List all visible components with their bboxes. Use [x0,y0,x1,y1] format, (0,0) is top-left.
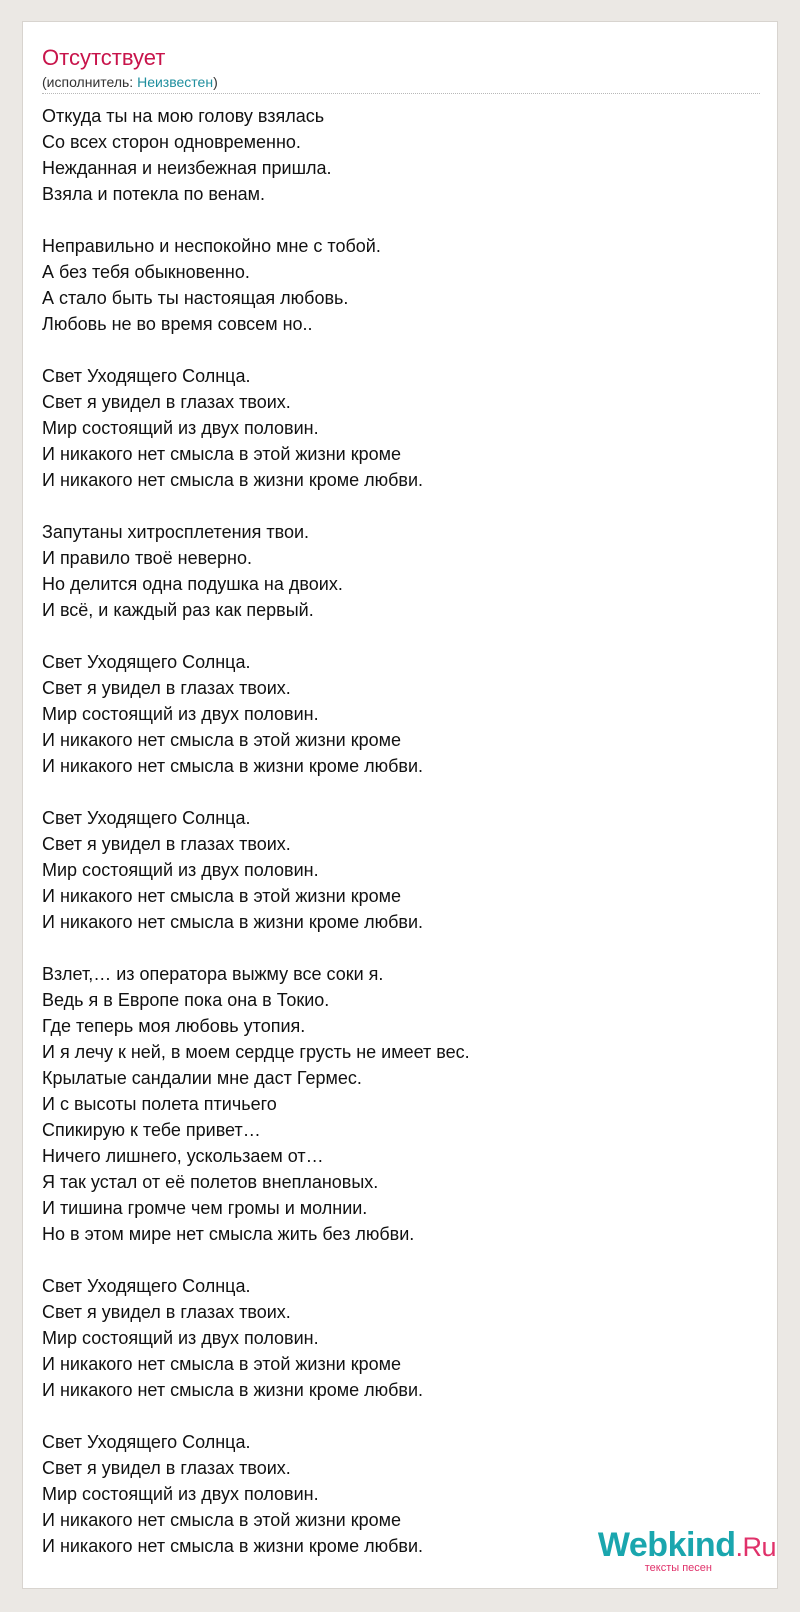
lyrics-line: Свет я увидел в глазах твоих. [42,1302,291,1322]
lyrics-line: Ведь я в Европе пока она в Токио. [42,990,330,1010]
lyrics-line: Свет Уходящего Солнца. [42,652,251,672]
lyrics-line: И правило твоё неверно. [42,548,252,568]
lyrics-line: И никакого нет смысла в этой жизни кроме [42,730,401,750]
lyrics-line: Мир состоящий из двух половин. [42,418,319,438]
lyrics-line: Свет я увидел в глазах твоих. [42,1458,291,1478]
song-title: Отсутствует [42,45,166,70]
lyrics-line: Взлет,… из оператора выжму все соки я. [42,964,384,984]
lyrics-line: Мир состоящий из двух половин. [42,1328,319,1348]
lyrics-stanza [42,961,742,1247]
lyrics-line: Свет я увидел в глазах твоих. [42,678,291,698]
lyrics-line: Где теперь моя любовь утопия. [42,1016,306,1036]
artist-prefix: (исполнитель: [42,74,138,90]
lyrics-stanza [42,1273,742,1403]
artist-suffix: ) [213,74,218,90]
lyrics-line: Свет я увидел в глазах твоих. [42,834,291,854]
lyrics-line: А стало быть ты настоящая любовь. [42,288,349,308]
lyrics-line: И тишина громче чем громы и молнии. [42,1198,368,1218]
lyrics-card [22,21,778,1589]
lyrics-line: И никакого нет смысла в этой жизни кроме [42,1354,401,1374]
lyrics-line: Взяла и потекла по венам. [42,184,266,204]
lyrics-stanza [42,519,742,623]
site-logo[interactable] [540,1525,776,1581]
lyrics-stanza [42,233,742,337]
lyrics-line: Со всех сторон одновременно. [42,132,301,152]
lyrics-line: И никакого нет смысла в жизни кроме любви. [42,470,424,490]
artist-line [42,73,218,91]
lyrics-line: Мир состоящий из двух половин. [42,860,319,880]
lyrics-body [42,103,742,1585]
lyrics-line: И я лечу к ней, в моем сердце грусть не имеет вес. [42,1042,470,1062]
lyrics-line: Мир состоящий из двух половин. [42,1484,319,1504]
lyrics-line: Но делится одна подушка на двоих. [42,574,343,594]
lyrics-line: Свет Уходящего Солнца. [42,366,251,386]
lyrics-stanza [42,103,742,207]
lyrics-line: Свет я увидел в глазах твоих. [42,392,291,412]
lyrics-line: Неправильно и неспокойно мне с тобой. [42,236,381,256]
lyrics-line: Свет Уходящего Солнца. [42,1432,251,1452]
lyrics-stanza [42,363,742,493]
lyrics-line: Запутаны хитросплетения твои. [42,522,310,542]
lyrics-line: Откуда ты на мою голову взялась [42,106,325,126]
header-divider [42,93,760,94]
lyrics-line: И никакого нет смысла в жизни кроме любви. [42,756,424,776]
lyrics-line: И всё, и каждый раз как первый. [42,600,314,620]
lyrics-line: И никакого нет смысла в этой жизни кроме [42,444,401,464]
logo-wordmark [598,1525,776,1567]
lyrics-line: И никакого нет смысла в этой жизни кроме [42,1510,401,1530]
lyrics-line: Крылатые сандалии мне даст Гермес. [42,1068,362,1088]
lyrics-line: Нежданная и неизбежная пришла. [42,158,332,178]
lyrics-line: И никакого нет смысла в жизни кроме любви. [42,1380,424,1400]
logo-tagline: тексты песен [644,1562,712,1574]
lyrics-line: Спикирую к тебе привет… [42,1120,261,1140]
lyrics-line: И никакого нет смысла в жизни кроме любви. [42,1536,424,1556]
lyrics-stanza [42,649,742,779]
lyrics-line: Любовь не во время совсем но.. [42,314,313,334]
lyrics-line: А без тебя обыкновенно. [42,262,250,282]
lyrics-line: Я так устал от её полетов внеплановых. [42,1172,379,1192]
lyrics-line: И никакого нет смысла в жизни кроме любви. [42,912,424,932]
lyrics-line: Но в этом мире нет смысла жить без любви. [42,1224,415,1244]
lyrics-line: Свет Уходящего Солнца. [42,1276,251,1296]
lyrics-line: Свет Уходящего Солнца. [42,808,251,828]
lyrics-line: Мир состоящий из двух половин. [42,704,319,724]
logo-tld: .Ru [735,1532,776,1562]
lyrics-line: И никакого нет смысла в этой жизни кроме [42,886,401,906]
artist-link[interactable]: Неизвестен [137,74,214,90]
lyrics-line: И с высоты полета птичьего [42,1094,277,1114]
lyrics-line: Ничего лишнего, ускользаем от… [42,1146,324,1166]
lyrics-stanza [42,805,742,935]
logo-name: Webkind [597,1526,736,1564]
